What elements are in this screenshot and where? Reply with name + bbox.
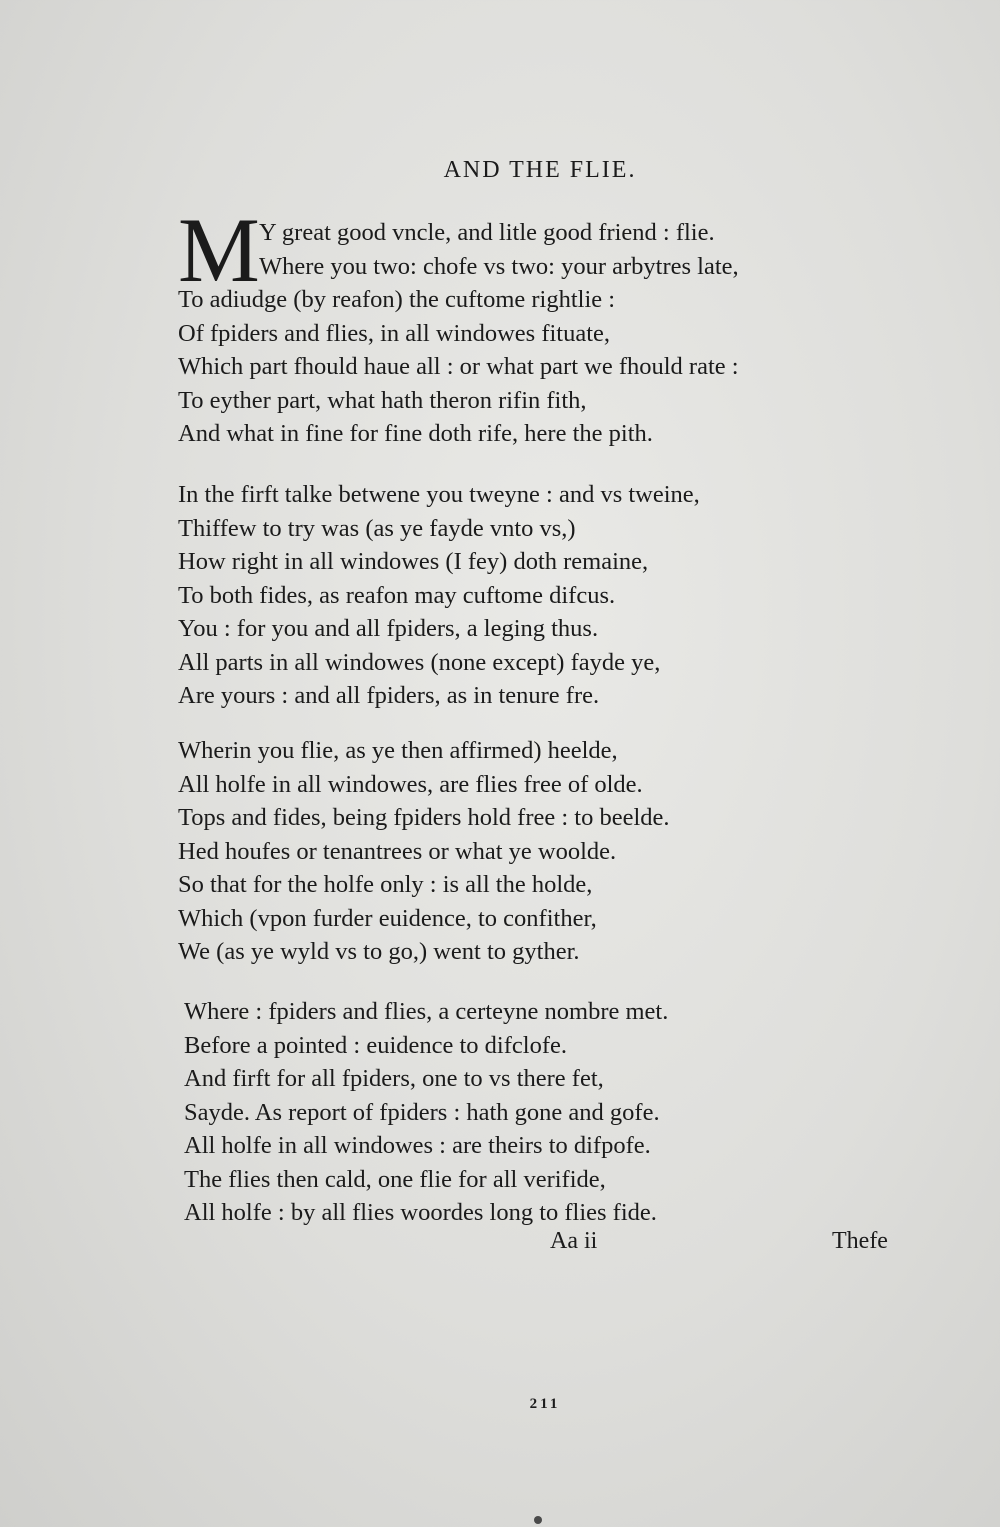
verse-line: Where : fpiders and flies, a certeyne nombre met. [184, 998, 669, 1025]
verse-line: We (as ye wyld vs to go,) went to gyther. [178, 938, 580, 965]
verse-line: In the firft talke betwene you tweyne : and vs tweine, [178, 481, 700, 508]
verse-line: So that for the holfe only : is all the holde, [178, 871, 593, 898]
stanza-3 [178, 734, 918, 969]
verse-line: Before a pointed : euidence to difclofe. [184, 1031, 567, 1059]
verse-line: Sayde. As report of fpiders : hath gone and gofe. [184, 1098, 660, 1126]
verse-line: All parts in all windowes (none except) fayde ye, [178, 648, 661, 676]
verse-line: And firft for all fpiders, one to vs there fet, [184, 1065, 604, 1092]
verse-line: All holfe : by all flies woordes long to flies fide. [184, 1199, 657, 1226]
verse-line: To adiudge (by reafon) the cuftome rightlie : [178, 286, 616, 313]
stanza-1 [178, 216, 918, 451]
verse-line: Y great good vncle, and litle good friend : flie. [259, 219, 715, 246]
verse-line: To both fides, as reafon may cuftome difcus. [178, 581, 616, 609]
drop-cap: M [178, 199, 260, 301]
verse-line: Which part fhould haue all : or what part we fhould rate : [178, 353, 739, 380]
catchword: Thefe [832, 1228, 888, 1254]
verse-line: And what in fine for fine doth rife, here the pith. [178, 420, 653, 447]
verse-line: The flies then cald, one flie for all verifide, [184, 1165, 606, 1193]
stanza-4 [184, 995, 924, 1230]
verse-line: Are yours : and all fpiders, as in tenure fre. [178, 682, 600, 709]
verse-line: Thiffew to try was (as ye fayde vnto vs,) [178, 514, 576, 542]
page-number: 211 [529, 1396, 561, 1412]
verse-line: Which (vpon furder euidence, to confither, [178, 904, 597, 932]
verse-line: Where you two: chofe vs two: your arbytres late, [259, 252, 739, 280]
ink-speck [534, 1516, 542, 1524]
stanza-2 [178, 478, 918, 713]
verse-line: All holfe in all windowes : are theirs to difpofe. [184, 1132, 651, 1159]
verse-line: Tops and fides, being fpiders hold free : to beelde. [178, 804, 670, 831]
verse-line: To eyther part, what hath theron rifin fith, [178, 386, 587, 414]
verse-line: Of fpiders and flies, in all windowes fituate, [178, 319, 611, 347]
verse-line: All holfe in all windowes, are flies free of olde. [178, 770, 643, 798]
verse-line: Hed houfes or tenantrees or what ye woolde. [178, 837, 617, 865]
verse-line: How right in all windowes (I fey) doth remaine, [178, 548, 649, 575]
signature-mark: Aa ii [550, 1228, 598, 1254]
verse-line: Wherin you flie, as ye then affirmed) heelde, [178, 737, 618, 764]
page-title: AND THE FLIE. [443, 157, 637, 183]
verse-line: You : for you and all fpiders, a leging thus. [178, 615, 599, 642]
